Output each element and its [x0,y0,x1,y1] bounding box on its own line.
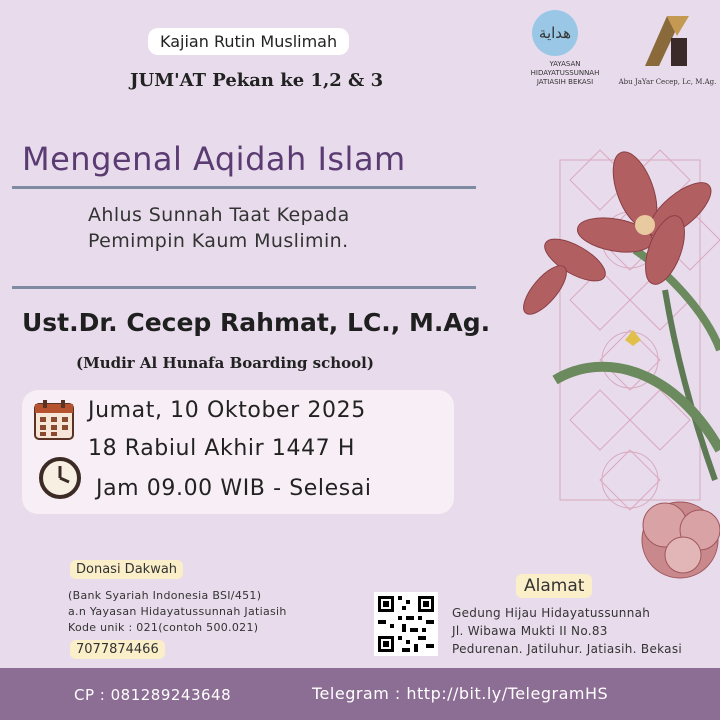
speaker-monogram-icon [637,10,697,70]
donation-code: Kode unik : 021(contoh 500.021) [68,621,259,634]
subtitle-line1: Ahlus Sunnah Taat Kepada [88,204,350,226]
event-date: Jumat, 10 Oktober 2025 [88,398,366,423]
yayasan-name-line2: HIDAYATUSSUNNAH [530,69,600,77]
yayasan-name-line1: YAYASAN [549,60,581,68]
address-line1: Gedung Hijau Hidayatussunnah [452,606,651,620]
subtitle [88,202,468,254]
donation-info [68,588,358,636]
subtitle-divider [12,286,476,289]
address-label: Alamat [516,574,592,598]
event-time: Jam 09.00 WIB - Selesai [96,476,372,501]
donation-bank: (Bank Syariah Indonesia BSI/451) [68,589,262,602]
subtitle-line2: Pemimpin Kaum Muslimin. [88,230,349,252]
event-hijri-date: 18 Rabiul Akhir 1447 H [88,436,356,461]
qr-code[interactable] [374,592,438,656]
speaker-logo [615,10,720,95]
calendar-icon [32,398,76,442]
address-line2: Jl. Wibawa Mukti II No.83 [452,624,608,638]
yayasan-logo [520,10,610,95]
donation-label: Donasi Dakwah [70,560,183,579]
yayasan-name-line3: JATIASIH BEKASI [536,78,594,86]
address-line3: Pedurenan. Jatiluhur. Jatiasih. Bekasi [452,642,683,656]
speaker-name: Ust.Dr. Cecep Rahmat, LC., M.Ag. [22,308,491,337]
flower-illustration [515,150,720,610]
contact-phone: CP : 081289243648 [74,686,232,704]
schedule-text: JUM'AT Pekan ke 1,2 & 3 [130,70,384,91]
telegram-link[interactable]: Telegram : http://bit.ly/TelegramHS [312,684,609,703]
speaker-role: (Mudir Al Hunafa Boarding school) [76,354,374,372]
speaker-logo-caption: Abu JaYar Cecep, Lc, M.Ag. [618,78,717,86]
address-info [452,604,720,658]
yayasan-emblem-icon: هداية [532,10,578,56]
title-divider [12,186,476,189]
donation-account-number: 7077874466 [70,640,165,659]
donation-account-name: a.n Yayasan Hidayatussunnah Jatiasih [68,605,287,618]
clock-icon [38,456,82,500]
page-title: Mengenal Aqidah Islam [22,140,406,178]
event-series-badge: Kajian Rutin Muslimah [148,28,349,55]
